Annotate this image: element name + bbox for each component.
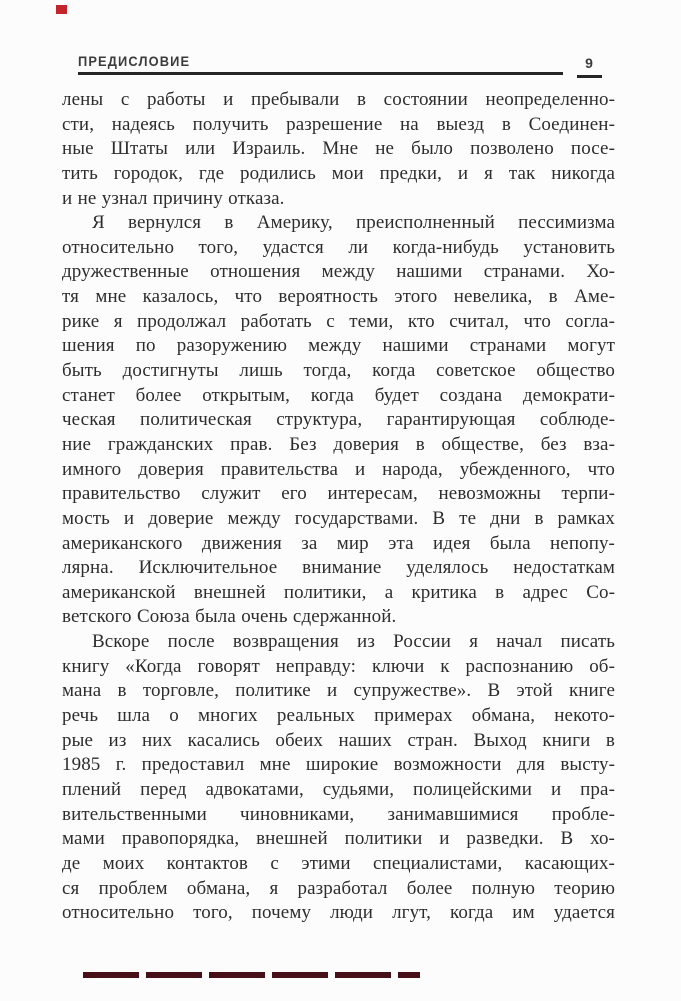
text-line: шения по разоружению между нашими странами могут <box>62 335 615 357</box>
text-line: лены с работы и пребывали в состоянии неопределенно- <box>62 89 615 110</box>
text-line: тить городок, где родились мои предки, и я так никогда <box>62 162 615 184</box>
text-line: тя мне казалось, что вероятность этого невелика, в Аме- <box>62 286 615 308</box>
text-line: ветского Союза была очень сдержанной. <box>62 606 397 628</box>
text-line: дружественные отношения между нашими странами. Хо- <box>62 261 615 283</box>
text-line: станет более открытым, когда будет создана демократи- <box>62 384 615 406</box>
text-line: правительство служит его интересам, невозможны терпи- <box>62 483 615 505</box>
text-line: мость и доверие между государствами. В те дни в рамках <box>62 507 615 529</box>
text-line: книгу «Когда говорят неправду: ключи к распознанию об- <box>62 655 615 677</box>
red-bookmark-mark <box>56 5 67 14</box>
text-line: лярна. Исключительное внимание уделялось недостаткам <box>62 557 615 579</box>
text-line: де моих контактов с этими специалистами, касающих- <box>62 852 615 874</box>
page-number-rule <box>577 75 602 78</box>
text-line: ние гражданских прав. Без доверия в обществе, без вза- <box>62 433 615 455</box>
text-line: относительно того, удастся ли когда-нибудь установить <box>62 236 615 258</box>
text-line: плений перед адвокатами, судьями, полицейскими и пра- <box>62 778 615 800</box>
text-line: рые из них касались обеих наших стран. Выход книги в <box>62 729 615 751</box>
red-underline-mark <box>83 972 420 978</box>
running-header-title: ПРЕДИСЛОВИЕ <box>78 54 191 69</box>
text-line: речь шла о многих реальных примерах обмана, некото- <box>62 705 615 727</box>
text-line: мана в торговле, политике и супружестве». В этой книге <box>62 680 615 702</box>
text-line: Я вернулся в Америку, преисполненный пессимизма <box>92 212 615 234</box>
text-line: американской внешней политики, а критика в адрес Со- <box>62 581 615 603</box>
text-line: мами правопорядка, внешней политики и разведки. В хо- <box>62 828 615 850</box>
text-line: сти, надеясь получить разрешение на выезд в Соединен- <box>62 113 615 135</box>
text-line: вительственными чиновниками, занимавшимися пробле- <box>62 803 615 825</box>
text-line: Вскоре после возвращения из России я начал писать <box>92 631 615 653</box>
text-line: 1985 г. предоставил мне широкие возможности для высту- <box>62 754 615 776</box>
text-line: ся проблем обмана, я разработал более полную теорию <box>62 877 615 899</box>
page-number: 9 <box>585 55 593 71</box>
text-line: быть достигнуты лишь тогда, когда советское общество <box>62 360 615 382</box>
text-line: относительно того, почему люди лгут, когда им удается <box>62 902 615 924</box>
text-line: и не узнал причину отказа. <box>62 187 285 209</box>
text-line: ческая политическая структура, гарантирующая соблюде- <box>62 409 615 431</box>
text-line: американского движения за мир эта идея была непопу- <box>62 532 615 554</box>
text-line: имного доверия правительства и народа, убежденного, что <box>62 458 615 480</box>
text-line: рике я продолжал работать с теми, кто считал, что согла- <box>62 310 615 332</box>
text-line: ные Штаты или Израиль. Мне не было позволено посе- <box>62 138 615 160</box>
header-rule <box>78 72 563 75</box>
body-text <box>62 88 615 926</box>
